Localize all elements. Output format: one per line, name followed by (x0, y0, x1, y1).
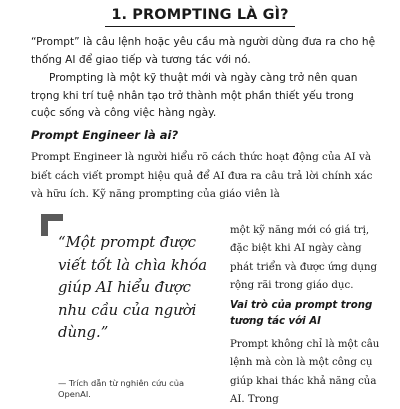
intro-paragraph-2: Prompting là một kỹ thuật mới và ngày càng trở nên quan trọng khi trí tuệ nhân tạo trở thành một phần thiết yếu trong cuộc sống và công việc hàng ngày. (31, 72, 358, 119)
pullquote-attribution: — Trích dẫn từ nghiên cứu của OpenAI. (58, 378, 185, 399)
role-paragraph: Prompt không chỉ là một câu lệnh mà còn là một công cụ giúp khai thác khả năng của AI. Trong (230, 339, 380, 405)
prompt-engineer-paragraph-continued: một kỹ năng mới có giá trị, đặc biệt khi AI ngày càng phát triển và được ứng dụng rộng rãi trong giáo dục. (230, 225, 378, 291)
section-heading (0, 7, 400, 29)
prompt-engineer-heading: Prompt Engineer là ai? (31, 128, 179, 142)
role-heading: Vai trò của prompt trong tương tác với AI (230, 300, 373, 327)
section-title: 1. PROMPTING LÀ GÌ? (105, 7, 294, 26)
pullquote-text: “Một prompt được viết tốt là chìa khóa giúp AI hiểu được nhu cầu của người dùng.” (58, 234, 208, 341)
prompt-engineer-paragraph: Prompt Engineer là người hiểu rõ cách thức hoạt động của AI và biết cách viết prompt hiệu quả để AI đưa ra câu trả lời chính xác và hữu ích. Kỹ năng prompting của giáo viên là (31, 151, 373, 201)
intro-paragraph-1: “Prompt” là câu lệnh hoặc yêu cầu mà người dùng đưa ra cho hệ thống AI để giao tiếp và tương tác với nó. (31, 36, 376, 66)
